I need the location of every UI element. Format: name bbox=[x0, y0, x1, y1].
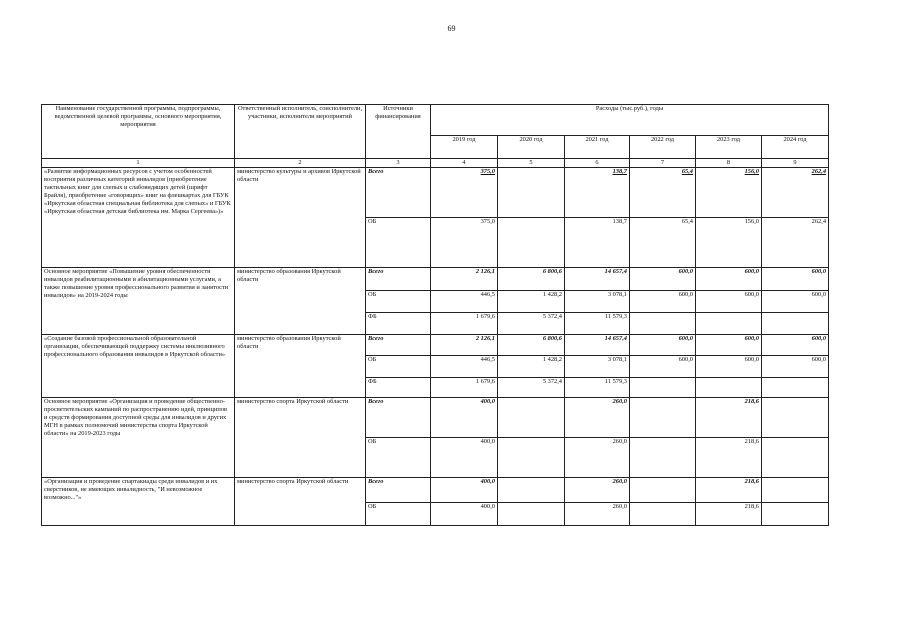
value-cell bbox=[762, 378, 829, 398]
value-cell bbox=[498, 168, 565, 218]
value-cell: 6 800,6 bbox=[498, 335, 565, 356]
value-cell: 1 679,6 bbox=[431, 378, 498, 398]
value-cell: 3 078,1 bbox=[565, 356, 630, 378]
column-number: 3 bbox=[366, 159, 431, 168]
source-label: ОБ bbox=[366, 356, 431, 378]
value-cell bbox=[498, 478, 565, 503]
value-cell: 1 428,2 bbox=[498, 291, 565, 313]
value-cell: 600,0 bbox=[630, 356, 696, 378]
source-label: ФБ bbox=[366, 378, 431, 398]
value-cell: 11 579,3 bbox=[565, 313, 630, 335]
value-cell bbox=[696, 378, 762, 398]
value-cell: 218,6 bbox=[696, 438, 762, 478]
value-cell: 2 126,1 bbox=[431, 335, 498, 356]
value-cell: 260,0 bbox=[565, 503, 630, 526]
page-number: 69 bbox=[447, 24, 456, 33]
value-cell bbox=[630, 378, 696, 398]
column-number: 7 bbox=[630, 159, 696, 168]
value-cell bbox=[630, 438, 696, 478]
source-label: ОБ bbox=[366, 438, 431, 478]
value-cell: 138,7 bbox=[565, 168, 630, 218]
value-cell: 218,6 bbox=[696, 503, 762, 526]
value-cell: 2 126,1 bbox=[431, 268, 498, 291]
column-number: 4 bbox=[431, 159, 498, 168]
header-executor: Ответственный исполнитель, соисполнители, участники, исполнители мероприятий bbox=[235, 105, 366, 159]
value-cell: 65,4 bbox=[630, 168, 696, 218]
value-cell: 3 078,1 bbox=[565, 291, 630, 313]
value-cell: 600,0 bbox=[762, 291, 829, 313]
value-cell: 5 372,4 bbox=[498, 378, 565, 398]
column-number: 2 bbox=[235, 159, 366, 168]
executor: министерство спорта Иркутской области bbox=[235, 478, 366, 526]
value-cell bbox=[762, 398, 829, 438]
value-cell bbox=[762, 438, 829, 478]
value-cell: 375,0 bbox=[431, 218, 498, 268]
value-cell: 260,0 bbox=[565, 478, 630, 503]
value-cell bbox=[762, 313, 829, 335]
header-year: 2023 год bbox=[696, 136, 762, 159]
column-number: 5 bbox=[498, 159, 565, 168]
value-cell: 400,0 bbox=[431, 398, 498, 438]
activity-name: «Организация и проведение спартакиады среди инвалидов и их сверстников, не имеющих инвалидность, "И невозможное возможно..."» bbox=[42, 478, 235, 526]
executor: министерство образования Иркутской области bbox=[235, 268, 366, 335]
table-row bbox=[42, 478, 829, 503]
value-cell: 600,0 bbox=[762, 268, 829, 291]
value-cell: 446,5 bbox=[431, 356, 498, 378]
source-label: ОБ bbox=[366, 218, 431, 268]
value-cell: 600,0 bbox=[696, 291, 762, 313]
value-cell bbox=[630, 503, 696, 526]
executor: министерство культуры и архивов Иркутской области bbox=[235, 168, 366, 268]
value-cell: 1 428,2 bbox=[498, 356, 565, 378]
table-row bbox=[42, 335, 829, 356]
header-year: 2021 год bbox=[565, 136, 630, 159]
source-label: ОБ bbox=[366, 503, 431, 526]
source-label: Всего bbox=[366, 478, 431, 503]
column-number: 1 bbox=[42, 159, 235, 168]
activity-name: Основное мероприятие «Повышение уровня обеспеченности инвалидов реабилитационными и абилитационными услугами, а также повышение уровня профессионального развития и занятости инвалидов» на 2019-2024 годы bbox=[42, 268, 235, 335]
column-number: 8 bbox=[696, 159, 762, 168]
value-cell: 600,0 bbox=[696, 335, 762, 356]
value-cell: 156,0 bbox=[696, 218, 762, 268]
value-cell: 14 657,4 bbox=[565, 268, 630, 291]
value-cell bbox=[630, 478, 696, 503]
column-number: 9 bbox=[762, 159, 829, 168]
header-year: 2024 год bbox=[762, 136, 829, 159]
value-cell: 218,6 bbox=[696, 478, 762, 503]
budget-table bbox=[41, 104, 829, 526]
value-cell bbox=[498, 503, 565, 526]
value-cell: 138,7 bbox=[565, 218, 630, 268]
value-cell: 600,0 bbox=[630, 268, 696, 291]
executor: министерство образования Иркутской области bbox=[235, 335, 366, 398]
column-number: 6 bbox=[565, 159, 630, 168]
value-cell: 600,0 bbox=[696, 356, 762, 378]
header-year: 2020 год bbox=[498, 136, 565, 159]
value-cell bbox=[762, 478, 829, 503]
header-year: 2019 год bbox=[431, 136, 498, 159]
value-cell: 600,0 bbox=[630, 291, 696, 313]
value-cell: 5 372,4 bbox=[498, 313, 565, 335]
value-cell bbox=[696, 313, 762, 335]
value-cell bbox=[498, 398, 565, 438]
value-cell: 262,4 bbox=[762, 168, 829, 218]
value-cell: 446,5 bbox=[431, 291, 498, 313]
value-cell: 600,0 bbox=[762, 335, 829, 356]
table-row bbox=[42, 268, 829, 291]
source-label: Всего bbox=[366, 398, 431, 438]
value-cell: 375,0 bbox=[431, 168, 498, 218]
value-cell bbox=[498, 218, 565, 268]
value-cell: 156,0 bbox=[696, 168, 762, 218]
activity-name: Основное мероприятие «Организация и проведение общественно-просветительских кампаний по распространению идей, принципов и средств формирования доступной среды для инвалидов и других МГН в рамках полномочий министерства спорта Иркутской области» на 2019-2023 годы bbox=[42, 398, 235, 478]
value-cell: 65,4 bbox=[630, 218, 696, 268]
header-name: Наименование государственной программы, подпрограммы, ведомственной целевой программы, основного мероприятия, мероприятия bbox=[42, 105, 235, 159]
table-row bbox=[42, 168, 829, 218]
value-cell: 218,6 bbox=[696, 398, 762, 438]
value-cell: 260,0 bbox=[565, 438, 630, 478]
value-cell: 260,0 bbox=[565, 398, 630, 438]
activity-name: «Развитие информационных ресурсов с учетом особенностей восприятия различных категорий инвалидов (приобретение тактильных книг для слепых и слабовидящих детей (шрифт Брайля), приобретение «говорящих» книг на флешкартах для ГБУК «Иркутская областная специальная библиотека для слепых» и ГБУК «Иркутская областная детская библиотека им. Марка Сергеева»)» bbox=[42, 168, 235, 268]
source-label: ФБ bbox=[366, 313, 431, 335]
table-row bbox=[42, 398, 829, 438]
value-cell bbox=[498, 438, 565, 478]
source-label: Всего bbox=[366, 335, 431, 356]
value-cell bbox=[762, 503, 829, 526]
value-cell: 262,4 bbox=[762, 218, 829, 268]
value-cell: 600,0 bbox=[630, 335, 696, 356]
header-sources: Источники финансирования bbox=[366, 105, 431, 159]
value-cell: 400,0 bbox=[431, 503, 498, 526]
source-label: Всего bbox=[366, 268, 431, 291]
header-expenses: Расходы (тыс.руб.), годы bbox=[431, 105, 829, 136]
value-cell: 600,0 bbox=[762, 356, 829, 378]
value-cell: 6 800,6 bbox=[498, 268, 565, 291]
header-year: 2022 год bbox=[630, 136, 696, 159]
source-label: ОБ bbox=[366, 291, 431, 313]
activity-name: «Создание базовой профессиональной образовательной организации, обеспечивающей поддержку системы инклюзивного профессионального образования инвалидов в Иркутской области» bbox=[42, 335, 235, 398]
value-cell: 600,0 bbox=[696, 268, 762, 291]
value-cell: 400,0 bbox=[431, 438, 498, 478]
value-cell: 14 657,4 bbox=[565, 335, 630, 356]
executor: министерство спорта Иркутской области bbox=[235, 398, 366, 478]
value-cell bbox=[630, 313, 696, 335]
value-cell: 1 679,6 bbox=[431, 313, 498, 335]
value-cell: 11 579,3 bbox=[565, 378, 630, 398]
value-cell: 400,0 bbox=[431, 478, 498, 503]
value-cell bbox=[630, 398, 696, 438]
source-label: Всего bbox=[366, 168, 431, 218]
